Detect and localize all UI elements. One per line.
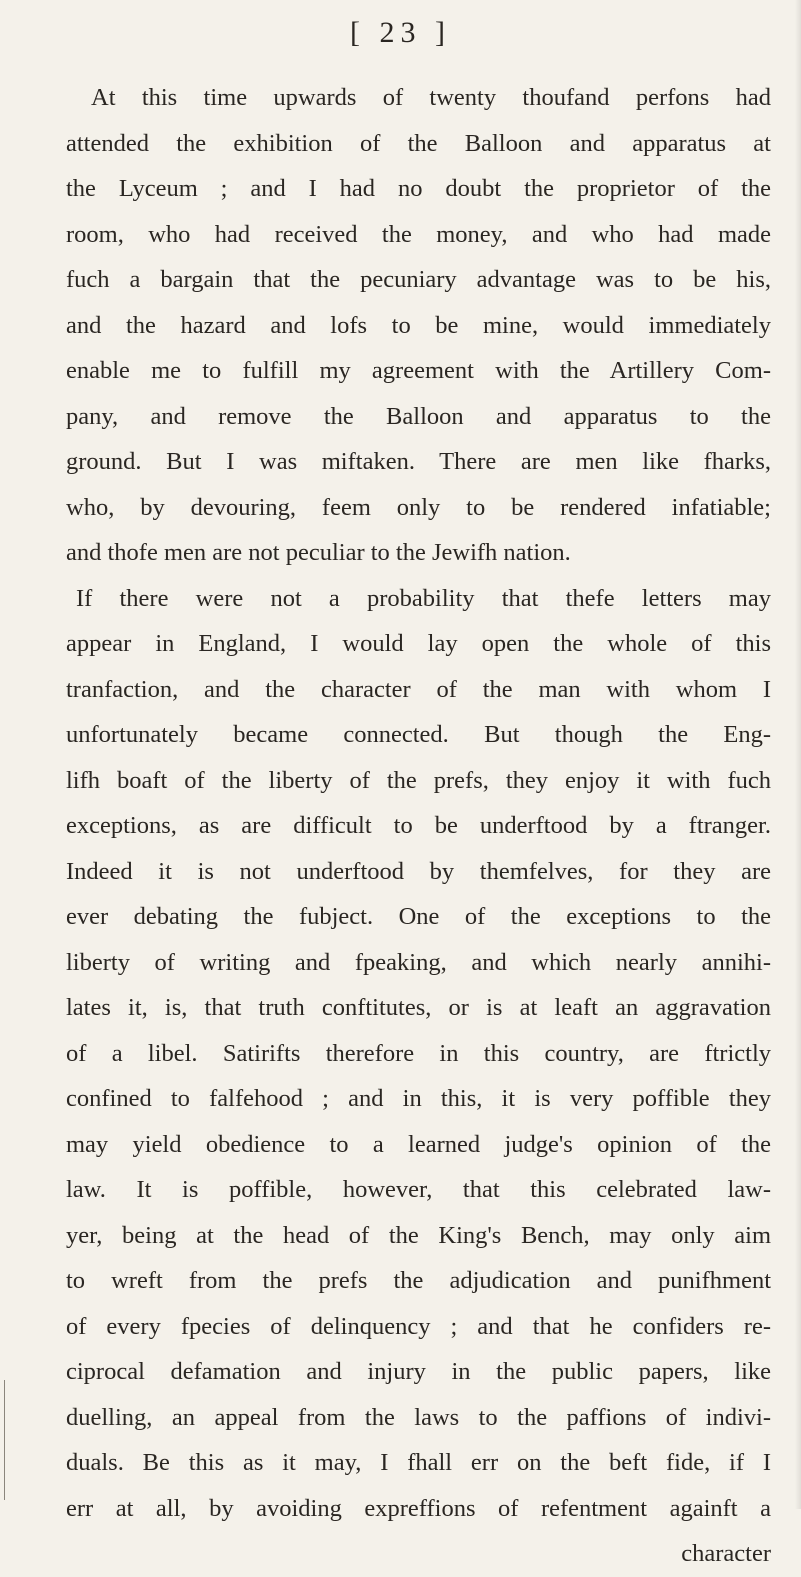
text-line: ground. But I was miftaken. There are men like fharks, <box>66 448 771 475</box>
text-line: unfortunately became connected. But though the Eng- <box>66 721 771 748</box>
text-line: tranfaction, and the character of the man with whom I <box>66 675 771 703</box>
text-line: and the hazard and lofs to be mine, would immediately <box>66 311 771 339</box>
catchword: character <box>681 1540 771 1567</box>
text-line: room, who had received the money, and who had made <box>66 220 771 248</box>
body-text <box>66 75 771 1577</box>
text-line: confined to falfehood ; and in this, it is very poffible they <box>66 1085 771 1112</box>
text-line: the Lyceum ; and I had no doubt the proprietor of the <box>66 175 771 202</box>
page-edge-shadow <box>795 0 801 1509</box>
text-line: law. It is poffible, however, that this celebrated law- <box>66 1176 771 1203</box>
page-number: [ 23 ] <box>350 16 451 49</box>
text-line: liberty of writing and fpeaking, and which nearly annihi- <box>66 948 771 976</box>
text-line: and thofe men are not peculiar to the Jewifh nation. <box>66 539 571 566</box>
text-line: duals. Be this as it may, I fhall err on the beft fide, if I <box>66 1449 771 1476</box>
text-line: fuch a bargain that the pecuniary advantage was to be his, <box>66 266 771 293</box>
text-line: lifh boaft of the liberty of the prefs, they enjoy it with fuch <box>66 766 771 794</box>
text-line: attended the exhibition of the Balloon and apparatus at <box>66 129 771 157</box>
text-line: may yield obedience to a learned judge's opinion of the <box>66 1130 771 1158</box>
text-line: enable me to fulfill my agreement with the Artillery Com- <box>66 357 771 384</box>
text-line: appear in England, I would lay open the whole of this <box>66 630 771 657</box>
text-line: to wreft from the prefs the adjudication and punifhment <box>66 1267 771 1294</box>
text-line: of every fpecies of delinquency ; and that he confiders re- <box>66 1312 771 1340</box>
text-line: yer, being at the head of the King's Bench, may only aim <box>66 1221 771 1249</box>
text-line: If there were not a probability that thefe letters may <box>76 584 771 612</box>
text-line: lates it, is, that truth conftitutes, or is at leaft an aggravation <box>66 994 771 1021</box>
text-line: Indeed it is not underftood by themfelves, for they are <box>66 857 771 885</box>
text-line: ciprocal defamation and injury in the public papers, like <box>66 1358 771 1385</box>
text-line: ever debating the fubject. One of the exceptions to the <box>66 903 771 930</box>
text-line: of a libel. Satirifts therefore in this country, are ftrictly <box>66 1039 771 1067</box>
binding-mark <box>4 1380 5 1500</box>
text-line: At this time upwards of twenty thoufand perfons had <box>91 84 771 111</box>
text-line: exceptions, as are difficult to be underftood by a ftranger. <box>66 812 771 839</box>
text-line: duelling, an appeal from the laws to the paffions of indivi- <box>66 1403 771 1431</box>
text-line: pany, and remove the Balloon and apparatus to the <box>66 402 771 430</box>
text-line: err at all, by avoiding expreffions of refentment againft a <box>66 1494 771 1522</box>
text-line: who, by devouring, feem only to be rendered infatiable; <box>66 493 771 521</box>
